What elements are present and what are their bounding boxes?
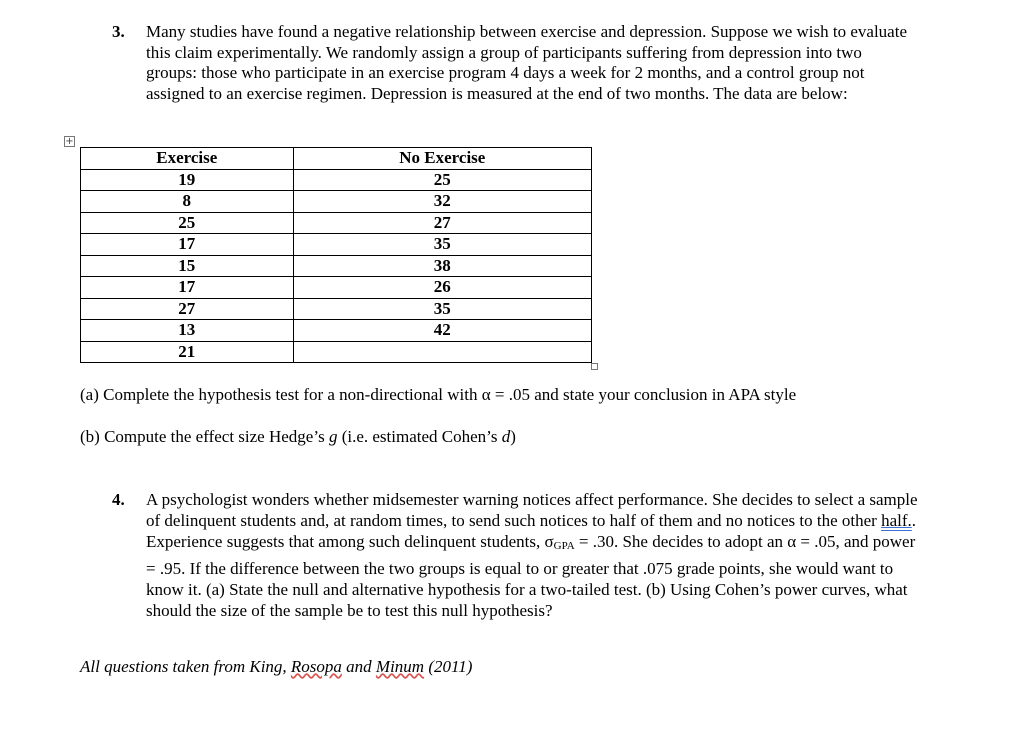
table-resize-handle[interactable] <box>591 363 598 370</box>
part-b-d: d <box>501 427 511 446</box>
q4-text-2: Experience suggests that among such delinquent students, σ <box>146 532 554 552</box>
footer-middle: and <box>341 657 376 676</box>
sigma-subscript: GPA <box>553 540 575 553</box>
question-3-number: 3. <box>112 22 125 41</box>
cell-no-exercise: 32 <box>293 191 591 213</box>
footer-name-minum[interactable]: Minum <box>375 657 425 676</box>
question-4 <box>112 489 927 621</box>
part-b-g: g <box>328 427 338 446</box>
part-b-suffix: (i.e. estimated Cohen’s <box>337 427 502 446</box>
cell-exercise: 17 <box>81 277 294 299</box>
footer-prefix: All questions taken from King, <box>80 657 291 676</box>
table-row <box>81 191 592 213</box>
table-header-row <box>81 148 592 170</box>
cell-no-exercise <box>293 341 591 363</box>
cell-exercise: 15 <box>81 255 294 277</box>
cell-exercise: 8 <box>81 191 294 213</box>
part-b-prefix: (b) Compute the effect size Hedge’s <box>80 427 329 446</box>
q4-period: . <box>911 511 917 531</box>
move-cross-glyph: + <box>65 136 74 147</box>
footer-citation <box>80 657 472 677</box>
cell-exercise: 25 <box>81 212 294 234</box>
footer-name-rosopa[interactable]: Rosopa <box>290 657 342 676</box>
footer-suffix: (2011) <box>424 657 473 676</box>
table-row <box>81 298 592 320</box>
cell-exercise: 19 <box>81 169 294 191</box>
header-no-exercise: No Exercise <box>293 148 591 170</box>
cell-no-exercise: 26 <box>293 277 591 299</box>
header-exercise: Exercise <box>81 148 294 170</box>
cell-no-exercise: 42 <box>293 320 591 342</box>
question-3-part-b <box>80 427 516 447</box>
part-b-end: ) <box>510 427 516 446</box>
cell-no-exercise: 38 <box>293 255 591 277</box>
q4-text-1: A psychologist wonders whether midsemester warning notices affect performance. She decides to select a sample of delinquent students and, at random times, to send such notices to half of them and no notices to the other <box>146 490 918 531</box>
data-table <box>80 147 592 363</box>
table-row <box>81 212 592 234</box>
cell-exercise: 21 <box>81 341 294 363</box>
cell-no-exercise: 35 <box>293 234 591 256</box>
cell-no-exercise: 27 <box>293 212 591 234</box>
table-row <box>81 255 592 277</box>
table-row <box>81 320 592 342</box>
q4-text-3: = .30. She decides to adopt an α = .05, and power = .95. If the difference between the two groups is equal to or greater that .075 grade points, she would want to know it. (a) State the null and alternative hypothesis for a two-tailed test. (b) Using Cohen’s power curves, what should the size of the sample be to test this null hypothesis? <box>146 532 916 621</box>
question-4-text <box>146 489 927 621</box>
table-row <box>81 341 592 363</box>
half-grammar-flag[interactable]: half. <box>881 511 912 531</box>
cell-exercise: 13 <box>81 320 294 342</box>
question-3 <box>112 22 912 104</box>
cell-no-exercise: 25 <box>293 169 591 191</box>
table-row <box>81 277 592 299</box>
cell-no-exercise: 35 <box>293 298 591 320</box>
move-cross-icon[interactable] <box>64 136 75 147</box>
question-4-number: 4. <box>112 490 125 509</box>
table-row <box>81 169 592 191</box>
question-3-text: Many studies have found a negative relationship between exercise and depression. Suppose we wish to evaluate this claim experimentally. We randomly assign a group of participants suffering from depression into two groups: those who participate in an exercise program 4 days a week for 2 months, and a control group not assigned to an exercise regimen. Depression is measured at the end of two months. The data are below: <box>146 22 907 103</box>
cell-exercise: 27 <box>81 298 294 320</box>
cell-exercise: 17 <box>81 234 294 256</box>
table-row <box>81 234 592 256</box>
question-3-part-a: (a) Complete the hypothesis test for a non-directional with α = .05 and state your conclusion in APA style <box>80 385 797 404</box>
